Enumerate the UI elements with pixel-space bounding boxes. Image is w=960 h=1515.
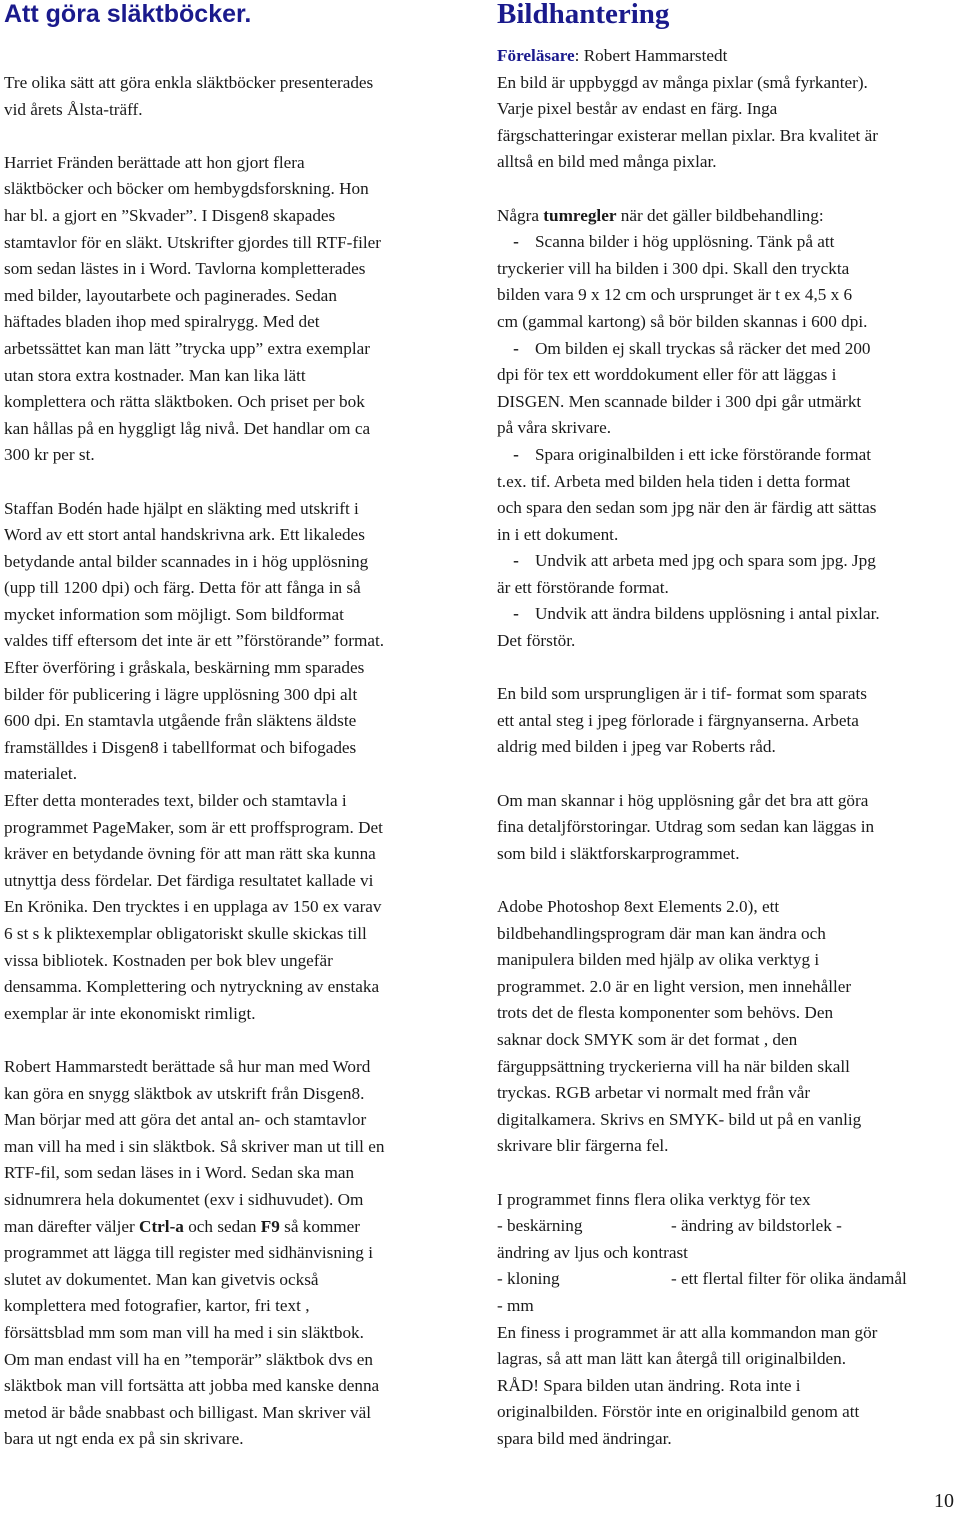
text-line: programmet PageMaker, som är ett proffsprogram. Det [4,817,383,837]
rules-list [497,229,959,655]
rule-continuation: och spara den sedan som jpg när den är färdig att sättas [497,498,877,518]
tools-intro: I programmet finns flera olika verktyg för tex [497,1189,811,1209]
tools-row-1-cont: ändring av ljus och kontrast [497,1242,688,1262]
text-line: exemplar är inte ekonomiskt rimligt. [4,1003,256,1023]
text-line: med bilder, layoutarbete och paginerades. Sedan [4,285,337,305]
left-column [4,0,466,1453]
tools-row-1: - beskärning - ändring av bildstorlek - [497,1216,842,1236]
text-line: utnyttja dess fördelar. Det färdiga resultatet kallade vi [4,870,374,890]
tif-paragraph [497,681,959,761]
text-line: som sedan lästes in i Word. Tavlorna kompletterades [4,259,366,279]
text-line: materialet. [4,764,78,784]
rule-continuation: bilden vara 9 x 12 cm och ursprunget är t ex 4,5 x 6 [497,285,853,305]
rule-dash: - [513,551,519,571]
text-line: digitalkamera. Skrivs en SMYK- bild ut på en vanlig [497,1109,862,1129]
lecturer-line: Föreläsare: Robert Hammarstedt [497,46,728,65]
rule-continuation: in i ett dokument. [497,524,619,544]
text-line: En finess i programmet är att alla kommandon man gör [497,1322,878,1342]
text-line: 6 st s k pliktexemplar obligatoriskt skulle skickas till [4,924,367,943]
rule-continuation: är ett förstörande format. [497,577,669,597]
robert-paragraph [4,1054,466,1453]
rule-continuation: t.ex. tif. Arbeta med bilden hela tiden i detta format [497,471,851,491]
rule-dash: - [513,444,519,464]
adobe-paragraph [497,894,959,1160]
text-line: Robert Hammarstedt berättade så hur man med Word [4,1056,371,1076]
text-line: Man börjar med att göra det antal an- och stamtavlor [4,1110,367,1130]
text-line: trots det de flesta komponenter som behövs. Den [497,1003,834,1023]
text-line: metod är både snabbast och billigast. Man skriver väl [4,1402,372,1422]
text-line: manipulera bilden med hjälp av olika verktyg i [497,950,820,970]
text-line: skrivare blir färgerna fel. [497,1136,669,1156]
rules-heading: Några tumregler när det gäller bildbehandling: [497,205,824,225]
text-line: En Krönika. Den trycktes i en upplaga av 150 ex varav [4,897,382,917]
rule-item [497,601,959,628]
rule-continuation: tryckerier vill ha bilden i 300 dpi. Skall den tryckta [497,258,850,278]
text-line: bildbehandlingsprogram där man kan ändra och [497,923,826,943]
harriet-paragraph [4,150,466,469]
rule-continuation: cm (gammal kartong) så bör bilden skannas i 600 dpi. [497,311,868,331]
text-line: Efter överföring i gråskala, beskärning mm sparades [4,658,365,678]
ctrl-line: man därefter väljer Ctrl-a och sedan F9 så kommer [4,1216,361,1236]
rule-continuation: DISGEN. Men scannade bilder i 300 dpi går utmärkt [497,391,862,411]
text-line: En bild är uppbyggd av många pixlar (små fyrkanter). [497,72,868,92]
text-line: bilder för publicering i lägre upplösning 300 dpi alt [4,684,358,704]
rule-continuation: dpi för tex ett worddokument eller för att läggas i [497,365,837,385]
text-line: slutet av dokumentet. Man kan givetvis också [4,1269,319,1289]
text-line: komplettera med fotografier, kartor, fri text , [4,1296,310,1316]
text-line: alltså en bild med många pixlar. [497,152,717,172]
text-line: färgschatteringar existerar mellan pixlar. Bra kvalitet är [497,125,878,145]
text-line: släktbok man vill fortsätta att jobba med kanske denna [4,1376,380,1396]
staffan-paragraph [4,496,466,1028]
rule-item [497,336,959,363]
text-line: arbetssättet kan man lätt ”trycka upp” extra exemplar [4,338,371,358]
text-line: programmet att lägga till register med sidhänvisning i [4,1243,373,1263]
rule-text: Spara originalbilden i ett icke förstörande format [535,444,871,464]
rule-text: Om bilden ej skall tryckas så räcker det med 200 [535,338,871,358]
rule-continuation: Det förstör. [497,631,576,651]
text-line: släktböcker och böcker om hembygdsforskning. Hon [4,179,369,199]
text-line: saknar dock SMYK som är det format , den [497,1029,798,1049]
left-body [4,70,466,1453]
rule-continuation: på våra skrivare. [497,418,612,438]
text-line: RTF-fil, som sedan läses in i Word. Sedan ska man [4,1163,355,1183]
text-line: vissa bibliotek. Kostnaden per bok blev ungefär [4,950,333,970]
text-line: har bl. a gjort en ”Skvader”. I Disgen8 skapades [4,205,336,225]
text-line: originalbilden. Förstör inte en originalbild genom att [497,1402,860,1422]
text-line: stamtavlor för en släkt. Utskrifter gjordes till RTF-filer [4,232,382,252]
text-line: RÅD! Spara bilden utan ändring. Rota inte i [497,1375,801,1395]
text-line: som bild i släktforskarprogrammet. [497,843,740,863]
text-line: valdes tiff eftersom det inte är ett ”förstörande” format. [4,631,385,651]
text-line: färguppsättning tryckerierna vill ha när bilden skall [497,1056,850,1076]
text-line: man vill ha med i sin släktbok. Så skriver man ut till en [4,1136,385,1156]
pixel-intro-paragraph [497,70,959,176]
text-line: En bild som ursprungligen är i tif- format som sparats [497,684,867,704]
right-column [497,0,959,1452]
text-line: kräver en betydande övning för att man rätt ska kunna [4,844,376,864]
text-line: (upp till 1200 dpi) och färg. Detta för att fånga in så [4,578,361,598]
text-line: programmet. 2.0 är en light version, men innehåller [497,976,852,996]
text-line: utan stora extra kostnader. Man kan lika lätt [4,365,306,385]
text-line: 600 dpi. En stamtavla utgående från släktens äldste [4,711,357,731]
text-line: 300 kr per st. [4,445,95,465]
right-body [497,43,959,1452]
intro-paragraph [4,70,466,123]
text-line: aldrig med bilden i jpeg var Roberts råd. [497,737,776,757]
tools-row-2-cont: - mm [497,1295,534,1315]
rule-text: Scanna bilder i hög upplösning. Tänk på att [535,232,835,252]
text-line: Varje pixel består av endast en färg. Inga [497,99,778,119]
text-line: densamma. Komplettering och nytryckning av enstaka [4,977,380,997]
text-line: bara ut ngt enda ex på sin skrivare. [4,1429,244,1449]
text-line: fina detaljförstoringar. Utdrag som sedan kan läggas in [497,817,875,837]
text-line: Staffan Bodén hade hjälpt en släkting med utskrift i [4,498,359,518]
text-line: Word av ett stort antal handskrivna ark. Ett likaledes [4,525,365,545]
rule-dash: - [513,604,519,624]
tools-row-2: - kloning - ett flertal filter för olika ändamål [497,1269,907,1289]
scan-paragraph [497,788,959,868]
page-number: 10 [934,1490,954,1512]
text-line: Adobe Photoshop 8ext Elements 2.0), ett [497,897,780,916]
rule-item [497,229,959,256]
text-line: försättsblad mm som man vill ha med i sin släktbok. [4,1322,364,1342]
text-line: kan göra en snygg släktbok av utskrift från Disgen8. [4,1083,365,1103]
text-line: lagras, så att man lätt kan återgå till originalbilden. [497,1349,847,1369]
text-line: vid årets Ålsta-träff. [4,99,143,119]
rule-dash: - [513,232,519,252]
section-title: Bildhantering [497,0,670,30]
rule-text: Undvik att arbeta med jpg och spara som jpg. Jpg [535,551,876,571]
rule-text: Undvik att ändra bildens upplösning i antal pixlar. [535,604,880,624]
text-line: betydande antal bilder scannades in i hög upplösning [4,551,369,571]
rule-item [497,442,959,469]
text-line: spara bild med ändringar. [497,1428,672,1448]
text-line: Efter detta monterades text, bilder och stamtavla i [4,791,347,811]
text-line: sidnumrera hela dokumentet (exv i sidhuvudet). Om [4,1189,364,1209]
text-line: ett antal steg i jpeg förlorade i färgnyanserna. Arbeta [497,710,859,730]
text-line: häftades bladen ihop med spiralrygg. Med det [4,312,320,332]
text-line: Om man endast vill ha en ”temporär” släktbok dvs en [4,1349,373,1369]
text-line: komplettera och rätta släktboken. Och priset per bok [4,392,365,412]
text-line: tryckas. RGB arbetar vi normalt med från vår [497,1083,811,1103]
rule-dash: - [513,338,519,358]
text-line: framställdes i Disgen8 i tabellformat och bifogades [4,737,357,757]
text-line: kan hållas på en hyggligt låg nivå. Det handlar om ca [4,418,371,438]
text-line: Om man skannar i hög upplösning går det bra att göra [497,790,869,810]
finess-paragraph [497,1320,959,1453]
text-line: Harriet Fränden berättade att hon gjort flera [4,152,305,172]
article-title: Att göra släktböcker. [4,0,252,28]
rule-item [497,548,959,575]
text-line: mycket information som möjligt. Som bildformat [4,604,344,624]
text-line: Tre olika sätt att göra enkla släktböcker presenterades [4,73,374,92]
